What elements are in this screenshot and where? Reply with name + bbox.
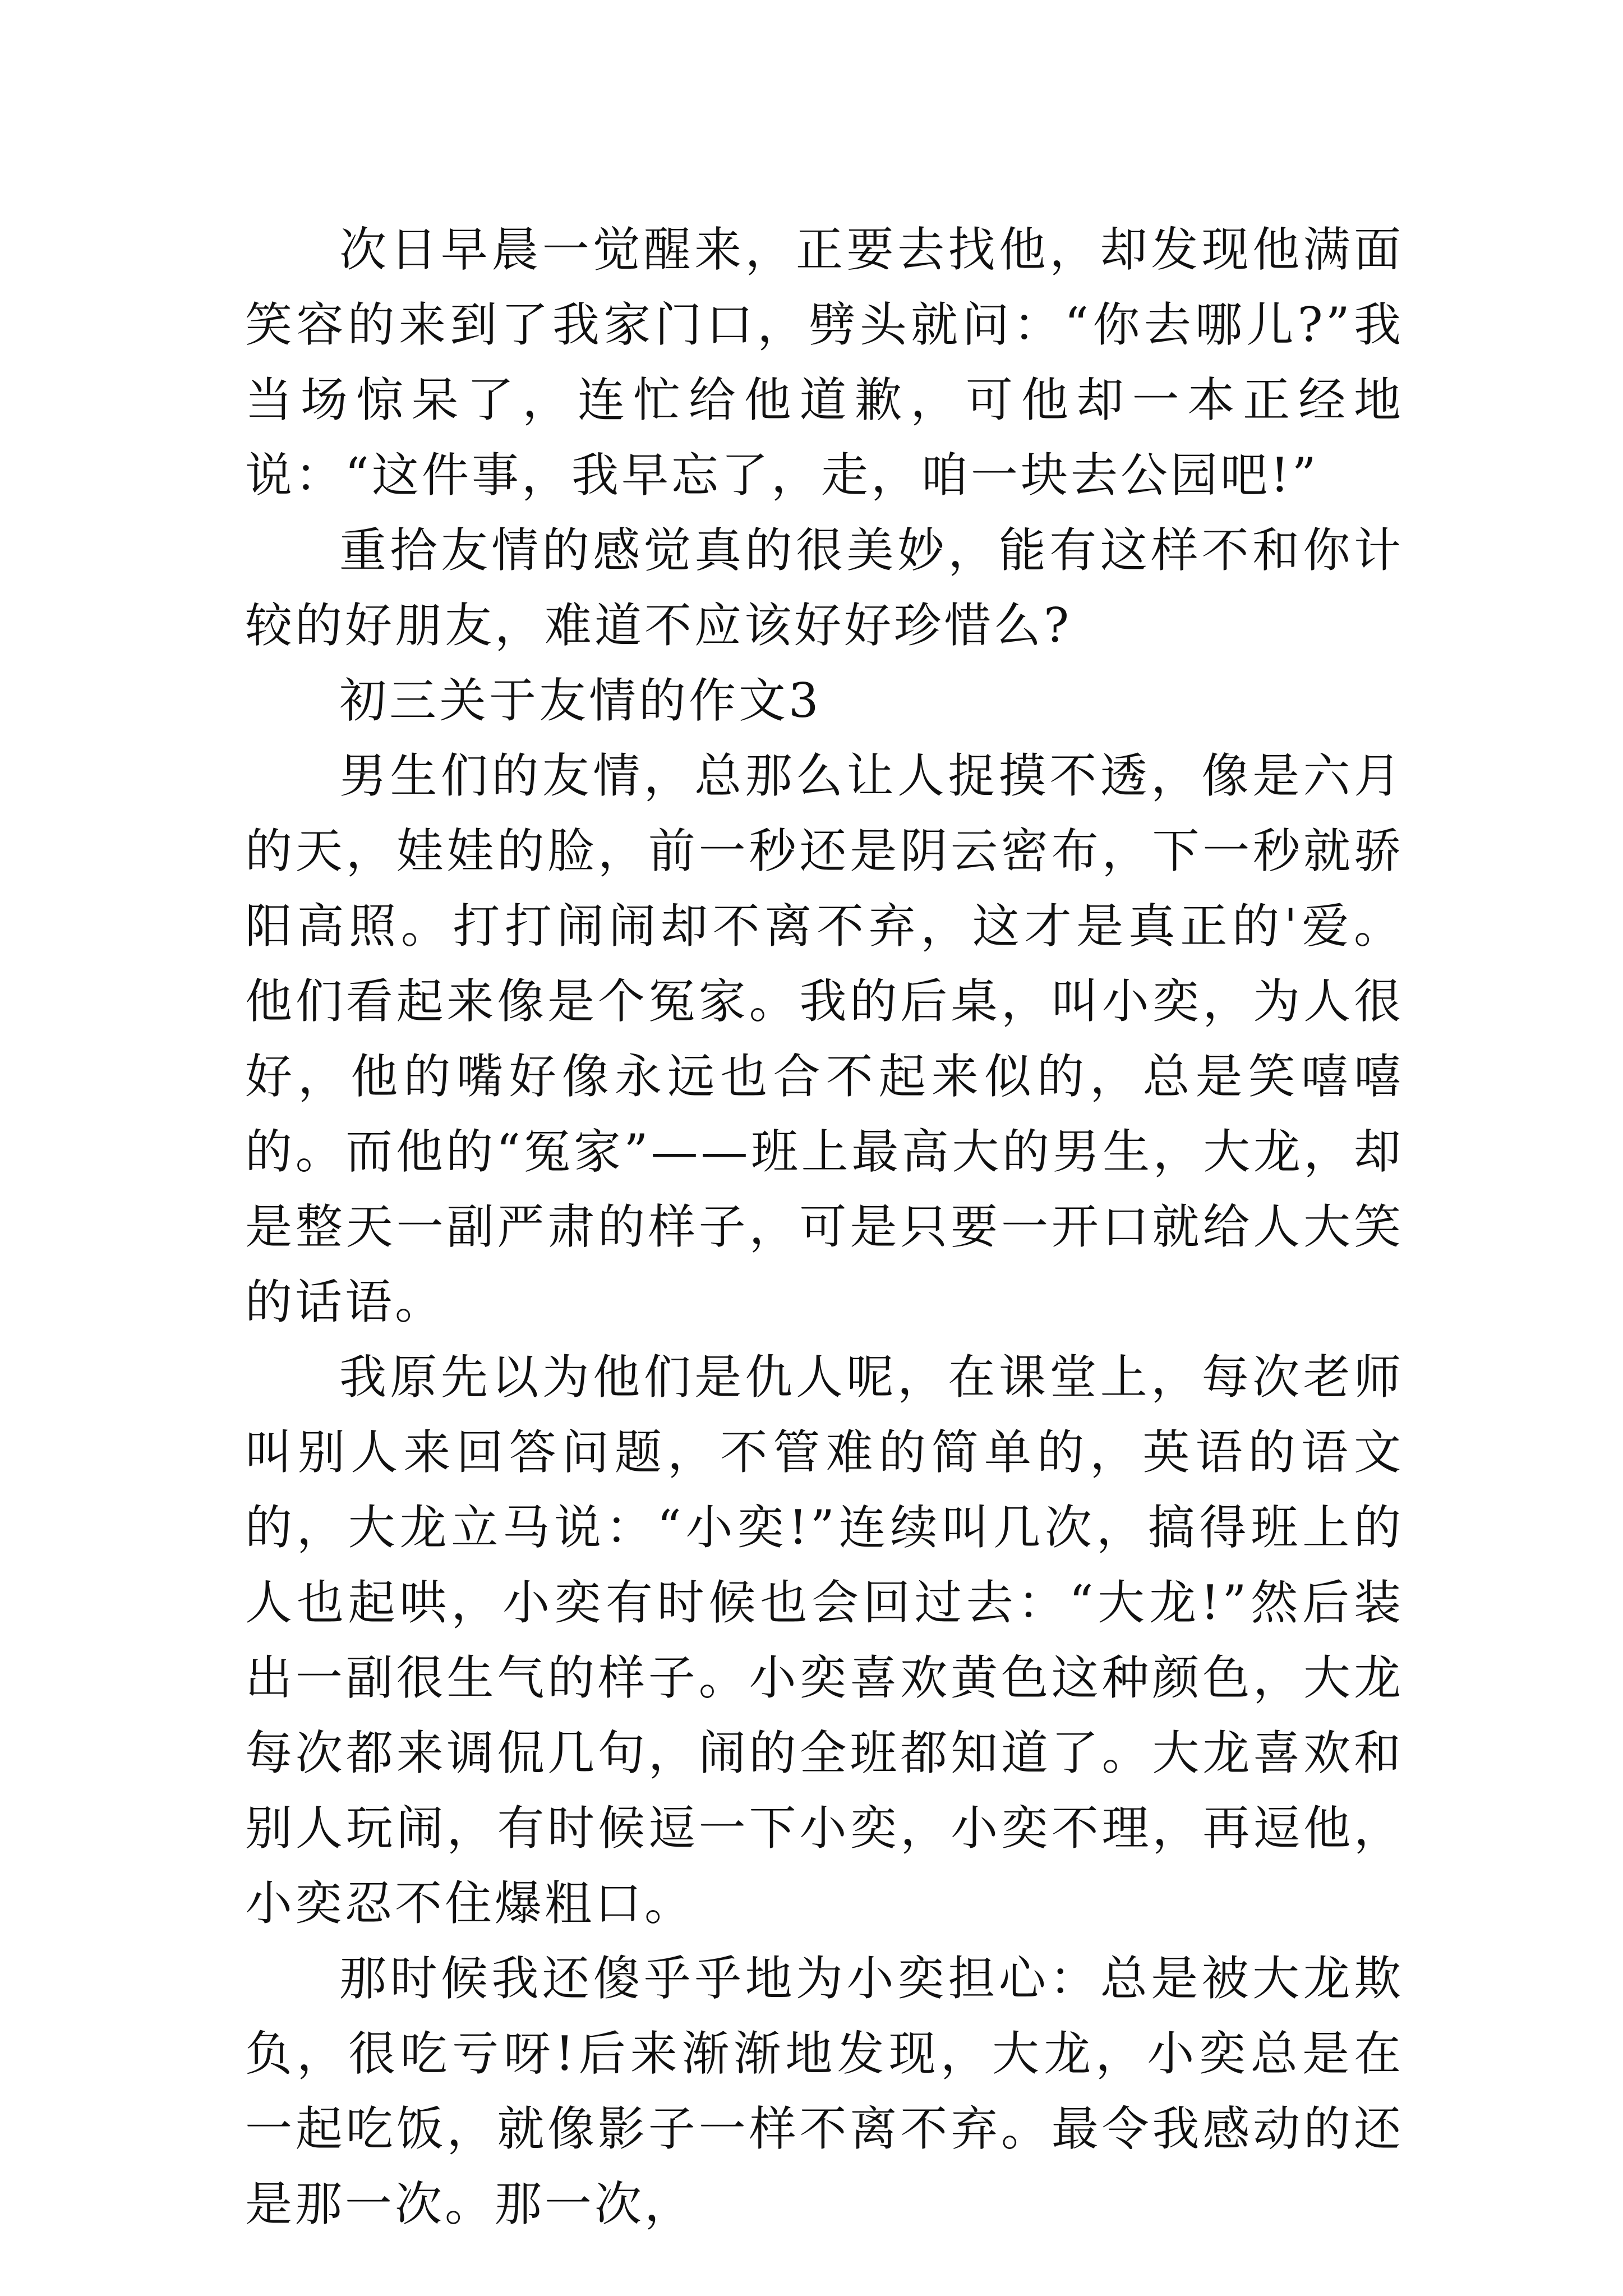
paragraph: 那时候我还傻乎乎地为小奕担心：总是被大龙欺负，很吃亏呀!后来渐渐地发现，大龙，小奕总是在一起吃饭，就像影子一样不离不弃。最令我感动的还是那一次。那一次， bbox=[245, 1951, 1404, 2231]
paragraph: 重拾友情的感觉真的很美妙，能有这样不和你计较的好朋友，难道不应该好好珍惜么? bbox=[245, 523, 1404, 653]
essay-body bbox=[245, 212, 1404, 2242]
essay-title: 初三关于友情的作文3 bbox=[339, 673, 822, 728]
paragraph: 我原先以为他们是仇人呢，在课堂上，每次老师叫别人来回答问题，不管难的简单的，英语的语文的，大龙立马说：“小奕!”连续叫几次，搞得班上的人也起哄，小奕有时候也会回过去：“大龙!”然后装出一副很生气的样子。小奕喜欢黄色这种颜色，大龙每次都来调侃几句，闹的全班都知道了。大龙喜欢和别人玩闹，有时候逗一下小奕，小奕不理，再逗他，小奕忍不住爆粗口。 bbox=[245, 1350, 1404, 1931]
paragraph: 次日早晨一觉醒来，正要去找他，却发现他满面笑容的来到了我家门口，劈头就问：“你去哪儿?”我当场惊呆了，连忙给他道歉，可他却一本正经地说：“这件事，我早忘了，走，咱一块去公园吧!” bbox=[245, 222, 1404, 503]
paragraph: 男生们的友情，总那么让人捉摸不透，像是六月的天，娃娃的脸，前一秒还是阴云密布，下一秒就骄阳高照。打打闹闹却不离不弃，这才是真正的'爱。他们看起来像是个冤家。我的后桌，叫小奕，为人很好，他的嘴好像永远也合不起来似的，总是笑嘻嘻的。而他的“冤家”——班上最高大的男生，大龙，却是整天一副严肃的样子，可是只要一开口就给人大笑的话语。 bbox=[245, 748, 1404, 1329]
